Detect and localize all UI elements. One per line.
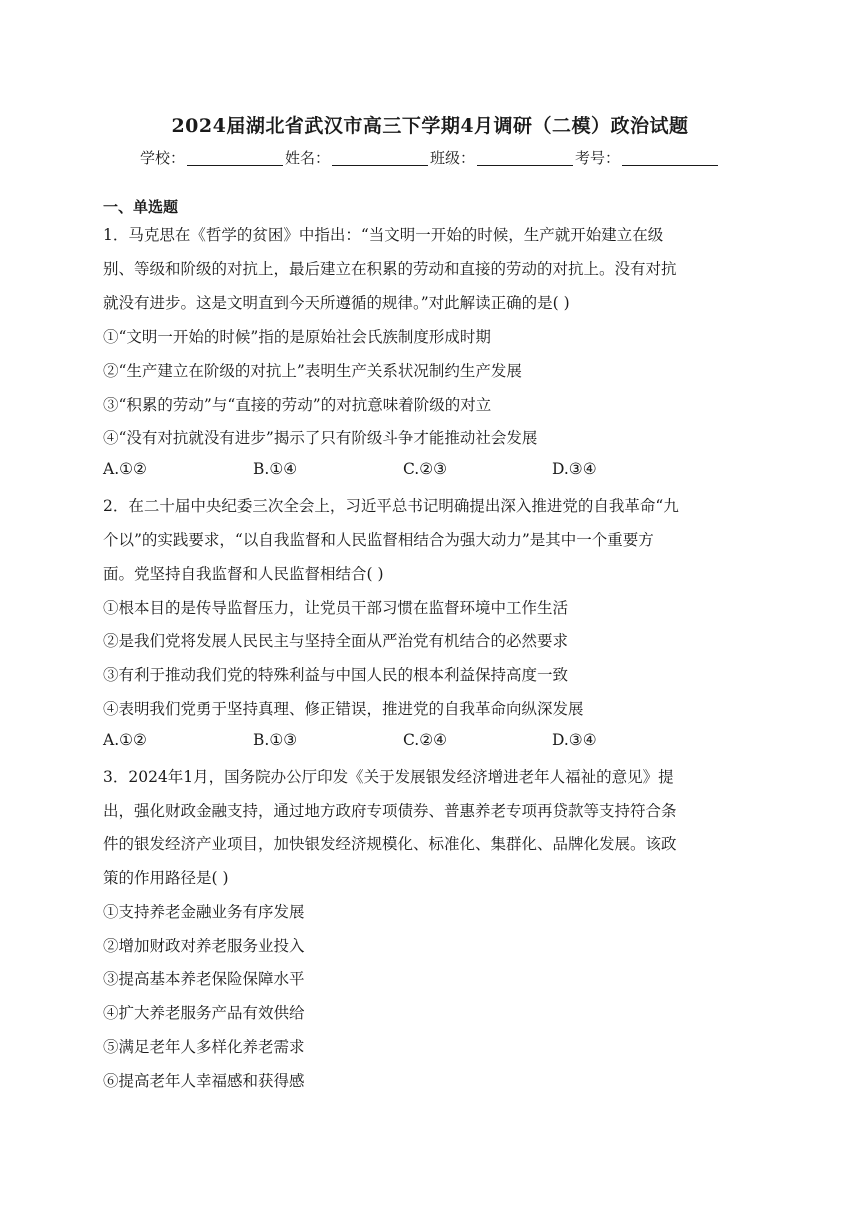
q3-stem-line: 策的作用路径是( ) — [103, 869, 229, 887]
q3-stem-line: 件的银发经济产业项目，加快银发经济规模化、标准化、集群化、品牌化发展。该政 — [103, 835, 677, 853]
q2-stem-line: 2．在二十届中央纪委三次全会上，习近平总书记明确提出深入推进党的自我革命“九 — [103, 497, 679, 515]
student-info-row — [0, 147, 860, 168]
q1-option-a[interactable]: A.①② — [103, 460, 147, 478]
q2-statement: ④表明我们党勇于坚持真理、修正错误，推进党的自我革命向纵深发展 — [103, 700, 584, 718]
document-title: 2024届湖北省武汉市高三下学期4月调研（二模）政治试题 — [171, 115, 689, 137]
q2-option-c[interactable]: C.②④ — [403, 731, 448, 749]
q2-statement: ②是我们党将发展人民民主与坚持全面从严治党有机结合的必然要求 — [103, 632, 569, 650]
q1-option-b[interactable]: B.①④ — [253, 460, 298, 478]
name-blank[interactable] — [332, 165, 428, 166]
q3-statement: ④扩大养老服务产品有效供给 — [103, 1004, 305, 1022]
section-heading: 一、单选题 — [103, 198, 179, 216]
q3-stem-line: 3．2024年1月，国务院办公厅印发《关于发展银发经济增进老年人福祉的意见》提 — [103, 768, 674, 786]
q2-option-a[interactable]: A.①② — [103, 731, 147, 749]
q3-statement: ①支持养老金融业务有序发展 — [103, 903, 305, 921]
q3-statement: ⑤满足老年人多样化养老需求 — [103, 1038, 305, 1056]
q2-statement: ③有利于推动我们党的特殊利益与中国人民的根本利益保持高度一致 — [103, 666, 569, 684]
q1-stem-line: 别、等级和阶级的对抗上，最后建立在积累的劳动和直接的劳动的对抗上。没有对抗 — [103, 260, 677, 278]
q1-stem-line: 1．马克思在《哲学的贫困》中指出：“当文明一开始的时候，生产就开始建立在级 — [103, 226, 664, 244]
q3-statement: ②增加财政对养老服务业投入 — [103, 937, 305, 955]
class-blank[interactable] — [477, 165, 573, 166]
q1-statement: ④“没有对抗就没有进步”揭示了只有阶级斗争才能推动社会发展 — [103, 429, 538, 447]
number-blank[interactable] — [622, 165, 718, 166]
number-label: 考号： — [575, 149, 621, 167]
q1-statement: ①“文明一开始的时候”指的是原始社会氏族制度形成时期 — [103, 328, 491, 346]
q2-stem-line: 个以”的实践要求，“以自我监督和人民监督相结合为强大动力”是其中一个重要方 — [103, 531, 654, 549]
school-label: 学校： — [139, 149, 185, 167]
q1-statement: ②“生产建立在阶级的对抗上”表明生产关系状况制约生产发展 — [103, 362, 522, 380]
q1-statement: ③“积累的劳动”与“直接的劳动”的对抗意味着阶级的对立 — [103, 396, 492, 414]
q1-option-c[interactable]: C.②③ — [403, 460, 448, 478]
q3-statement: ③提高基本养老保险保障水平 — [103, 970, 305, 988]
q2-option-b[interactable]: B.①③ — [253, 731, 298, 749]
school-blank[interactable] — [187, 165, 283, 166]
q3-statement: ⑥提高老年人幸福感和获得感 — [103, 1072, 305, 1090]
class-label: 班级： — [430, 149, 476, 167]
q1-stem-line: 就没有进步。这是文明直到今天所遵循的规律。”对此解读正确的是( ) — [103, 294, 570, 312]
name-label: 姓名： — [284, 149, 330, 167]
q3-stem-line: 出，强化财政金融支持，通过地方政府专项债券、普惠养老专项再贷款等支持符合条 — [103, 802, 677, 820]
q1-option-d[interactable]: D.③④ — [552, 460, 597, 478]
q2-statement: ①根本目的是传导监督压力，让党员干部习惯在监督环境中工作生活 — [103, 599, 569, 617]
q2-option-d[interactable]: D.③④ — [552, 731, 597, 749]
q2-stem-line: 面。党坚持自我监督和人民监督相结合( ) — [103, 565, 384, 583]
